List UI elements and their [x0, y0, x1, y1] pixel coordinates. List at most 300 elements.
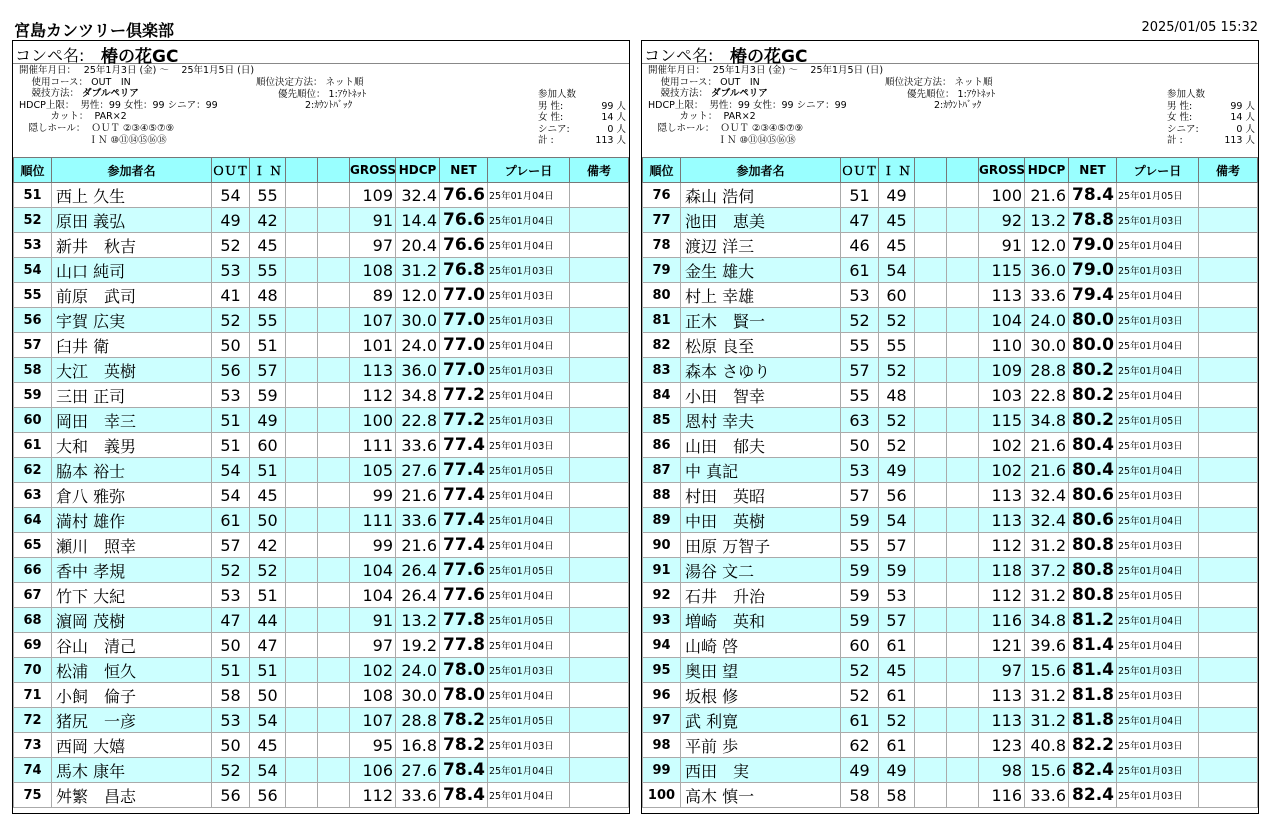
header-hdcp: HDCP	[396, 158, 440, 183]
net-cell: 77.6	[440, 583, 488, 608]
blank-cell	[915, 508, 947, 533]
hdcp-cell: 36.0	[396, 358, 440, 383]
hdcp-cell: 30.0	[396, 683, 440, 708]
table-row	[643, 258, 1258, 283]
net-cell: 77.8	[440, 608, 488, 633]
gross-cell: 111	[350, 508, 396, 533]
in-score-cell: 51	[250, 583, 286, 608]
out-score-cell: 60	[841, 633, 879, 658]
player-name-cell: 西田 実	[681, 758, 841, 783]
header-name: 参加者名	[681, 158, 841, 183]
header-out: ＯＵＴ	[841, 158, 879, 183]
table-row	[14, 258, 629, 283]
out-score-cell: 61	[212, 508, 250, 533]
in-score-cell: 58	[879, 783, 915, 808]
rank-cell: 92	[643, 583, 681, 608]
net-cell: 80.4	[1069, 458, 1117, 483]
table-row	[643, 383, 1258, 408]
blank-cell	[318, 758, 350, 783]
method-label: 競技方法：	[31, 88, 80, 100]
play-date-cell: 25年01月05日	[1117, 183, 1199, 208]
net-cell: 80.6	[1069, 483, 1117, 508]
in-score-cell: 59	[879, 558, 915, 583]
blank-cell	[286, 208, 318, 233]
net-cell: 77.8	[440, 633, 488, 658]
in-score-cell: 49	[250, 408, 286, 433]
table-row	[643, 408, 1258, 433]
net-cell: 80.8	[1069, 533, 1117, 558]
gross-cell: 112	[350, 783, 396, 808]
out-score-cell: 49	[212, 208, 250, 233]
rank-cell: 79	[643, 258, 681, 283]
in-score-cell: 50	[250, 683, 286, 708]
net-cell: 80.0	[1069, 308, 1117, 333]
rank-cell: 62	[14, 458, 52, 483]
play-date-cell: 25年01月04日	[488, 483, 570, 508]
player-name-cell: 池田 恵美	[681, 208, 841, 233]
player-name-cell: 大江 英樹	[52, 358, 212, 383]
remarks-cell	[570, 208, 629, 233]
play-date-cell: 25年01月04日	[488, 183, 570, 208]
rank-cell: 84	[643, 383, 681, 408]
rank-cell: 59	[14, 383, 52, 408]
table-row	[14, 233, 629, 258]
player-name-cell: 原田 義弘	[52, 208, 212, 233]
rank-cell: 66	[14, 558, 52, 583]
blank-cell	[318, 358, 350, 383]
table-header	[643, 158, 1258, 183]
in-score-cell: 57	[879, 608, 915, 633]
remarks-cell	[570, 183, 629, 208]
out-score-cell: 53	[212, 583, 250, 608]
blank-cell	[318, 258, 350, 283]
hdcp-cell: 26.4	[396, 583, 440, 608]
rank-cell: 80	[643, 283, 681, 308]
out-score-cell: 52	[841, 308, 879, 333]
table-row	[643, 558, 1258, 583]
out-score-cell: 62	[841, 733, 879, 758]
net-cell: 81.4	[1069, 633, 1117, 658]
blank-cell	[915, 233, 947, 258]
hdcp-cell: 32.4	[396, 183, 440, 208]
in-score-cell: 50	[250, 508, 286, 533]
course-label: 使用コース：	[660, 76, 718, 88]
player-name-cell: 山崎 啓	[681, 633, 841, 658]
table-row	[14, 508, 629, 533]
method-row	[648, 88, 883, 100]
out-score-cell: 54	[212, 483, 250, 508]
hdcp-cell: 32.4	[1025, 483, 1069, 508]
rank-cell: 61	[14, 433, 52, 458]
header-hdcp: HDCP	[1025, 158, 1069, 183]
hdcp-cell: 24.0	[396, 658, 440, 683]
in-score-cell: 55	[250, 308, 286, 333]
player-name-cell: 奥田 望	[681, 658, 841, 683]
play-date-cell: 25年01月04日	[1117, 233, 1199, 258]
out-score-cell: 41	[212, 283, 250, 308]
in-score-cell: 44	[250, 608, 286, 633]
gross-cell: 102	[979, 458, 1025, 483]
hdcp-cell: 13.2	[1025, 208, 1069, 233]
out-score-cell: 53	[212, 708, 250, 733]
net-cell: 78.2	[440, 708, 488, 733]
play-date-cell: 25年01月04日	[488, 783, 570, 808]
rank-cell: 70	[14, 658, 52, 683]
blank-cell	[947, 458, 979, 483]
in-score-cell: 59	[250, 383, 286, 408]
blank-cell	[286, 558, 318, 583]
player-name-cell: 西上 久生	[52, 183, 212, 208]
gross-cell: 100	[350, 408, 396, 433]
net-cell: 77.4	[440, 433, 488, 458]
in-score-cell: 45	[250, 233, 286, 258]
gross-cell: 107	[350, 308, 396, 333]
table-row	[643, 208, 1258, 233]
table-row	[14, 433, 629, 458]
in-score-cell: 48	[250, 283, 286, 308]
blank-cell	[947, 708, 979, 733]
in-score-cell: 55	[879, 333, 915, 358]
gross-cell: 103	[979, 383, 1025, 408]
blank-cell	[915, 583, 947, 608]
player-name-cell: 武 利寛	[681, 708, 841, 733]
gross-cell: 113	[979, 683, 1025, 708]
rank-cell: 94	[643, 633, 681, 658]
blank-cell	[915, 183, 947, 208]
gross-cell: 115	[979, 408, 1025, 433]
player-name-cell: 前原 武司	[52, 283, 212, 308]
blank-cell	[318, 433, 350, 458]
remarks-cell	[570, 683, 629, 708]
net-cell: 77.2	[440, 383, 488, 408]
net-cell: 79.4	[1069, 283, 1117, 308]
blank-cell	[947, 408, 979, 433]
rank-cell: 98	[643, 733, 681, 758]
out-score-cell: 54	[212, 458, 250, 483]
remarks-cell	[570, 608, 629, 633]
blank-cell	[286, 233, 318, 258]
blank-cell	[286, 183, 318, 208]
blank-cell	[947, 733, 979, 758]
in-score-cell: 48	[879, 383, 915, 408]
net-cell: 81.8	[1069, 708, 1117, 733]
table-row	[643, 183, 1258, 208]
competition-label: コンペ名:	[15, 46, 85, 65]
net-cell: 79.0	[1069, 233, 1117, 258]
net-cell: 82.4	[1069, 783, 1117, 808]
hdcp-cell: 34.8	[1025, 608, 1069, 633]
blank-cell	[318, 658, 350, 683]
net-cell: 80.2	[1069, 383, 1117, 408]
in-score-cell: 52	[250, 558, 286, 583]
header-rank: 順位	[14, 158, 52, 183]
table-row	[14, 333, 629, 358]
blank-cell	[947, 258, 979, 283]
net-cell: 77.0	[440, 333, 488, 358]
play-date-cell: 25年01月04日	[488, 633, 570, 658]
remarks-cell	[1199, 183, 1258, 208]
blank-cell	[286, 283, 318, 308]
blank-cell	[318, 633, 350, 658]
gross-cell: 116	[979, 608, 1025, 633]
out-score-cell: 52	[841, 658, 879, 683]
rank-cell: 68	[14, 608, 52, 633]
play-date-cell: 25年01月03日	[488, 733, 570, 758]
in-score-cell: 54	[250, 708, 286, 733]
priority-2: 2:ｶｳﾝﾄﾊﾞｯｸ	[934, 100, 982, 111]
remarks-cell	[570, 433, 629, 458]
play-date-cell: 25年01月03日	[1117, 433, 1199, 458]
net-cell: 77.4	[440, 533, 488, 558]
out-score-cell: 56	[212, 783, 250, 808]
out-score-cell: 55	[841, 533, 879, 558]
table-row	[14, 408, 629, 433]
blank-cell	[947, 608, 979, 633]
hdcp-cell: 34.8	[1025, 408, 1069, 433]
competition-title	[13, 41, 629, 67]
net-cell: 77.2	[440, 408, 488, 433]
header-remarks: 備考	[570, 158, 629, 183]
play-date-cell: 25年01月04日	[1117, 283, 1199, 308]
hdcp-cell: 21.6	[1025, 458, 1069, 483]
female-count: 14 人	[1230, 112, 1255, 124]
competition-name: 椿の花GC	[101, 47, 179, 67]
course-value: OUT IN	[91, 76, 131, 88]
net-cell: 77.4	[440, 483, 488, 508]
remarks-cell	[570, 358, 629, 383]
header-blank-1	[286, 158, 318, 183]
table-row	[643, 458, 1258, 483]
method-value: ダブルペリア	[82, 88, 139, 100]
hdcp-cell: 32.4	[1025, 508, 1069, 533]
out-score-cell: 57	[841, 358, 879, 383]
remarks-cell	[570, 258, 629, 283]
gross-cell: 99	[350, 483, 396, 508]
net-cell: 80.2	[1069, 358, 1117, 383]
blank-cell	[915, 558, 947, 583]
gross-cell: 109	[979, 358, 1025, 383]
header-out: ＯＵＴ	[212, 158, 250, 183]
hdcp-cell: 16.8	[396, 733, 440, 758]
rank-cell: 55	[14, 283, 52, 308]
blank-cell	[318, 333, 350, 358]
blank-cell	[947, 233, 979, 258]
remarks-cell	[1199, 683, 1258, 708]
net-cell: 77.4	[440, 458, 488, 483]
net-cell: 77.0	[440, 308, 488, 333]
player-name-cell: 小飼 倫子	[52, 683, 212, 708]
table-row	[643, 308, 1258, 333]
net-cell: 77.4	[440, 508, 488, 533]
out-score-cell: 52	[841, 683, 879, 708]
competition-label: コンペ名:	[644, 46, 714, 65]
player-name-cell: 高木 慎一	[681, 783, 841, 808]
table-row	[643, 333, 1258, 358]
out-score-cell: 50	[212, 633, 250, 658]
header-blank-2	[947, 158, 979, 183]
hdcp-cell: 15.6	[1025, 658, 1069, 683]
blank-cell	[947, 533, 979, 558]
out-score-cell: 50	[212, 733, 250, 758]
player-name-cell: 小田 智幸	[681, 383, 841, 408]
hdcp-cell: 33.6	[396, 433, 440, 458]
play-date-cell: 25年01月04日	[488, 508, 570, 533]
play-date-cell: 25年01月03日	[488, 433, 570, 458]
player-name-cell: 倉八 雅弥	[52, 483, 212, 508]
play-date-cell: 25年01月04日	[1117, 383, 1199, 408]
gross-cell: 99	[350, 533, 396, 558]
remarks-cell	[570, 283, 629, 308]
net-cell: 78.0	[440, 683, 488, 708]
out-score-cell: 46	[841, 233, 879, 258]
male-count: 99 人	[601, 100, 626, 112]
hidden-in-value: ＩＮ ⑩⑪⑭⑮⑯⑱	[88, 134, 167, 146]
blank-cell	[318, 708, 350, 733]
rank-cell: 69	[14, 633, 52, 658]
out-score-cell: 57	[212, 533, 250, 558]
player-name-cell: 濵岡 茂樹	[52, 608, 212, 633]
gross-cell: 108	[350, 258, 396, 283]
rank-cell: 57	[14, 333, 52, 358]
player-name-cell: 馬木 康年	[52, 758, 212, 783]
net-cell: 80.8	[1069, 558, 1117, 583]
table-row	[14, 558, 629, 583]
header-net: NET	[440, 158, 488, 183]
play-date-cell: 25年01月05日	[488, 708, 570, 733]
table-row	[14, 708, 629, 733]
play-date-cell: 25年01月03日	[1117, 758, 1199, 783]
player-name-cell: 臼井 衛	[52, 333, 212, 358]
remarks-cell	[1199, 283, 1258, 308]
blank-cell	[915, 708, 947, 733]
blank-cell	[286, 583, 318, 608]
rank-cell: 87	[643, 458, 681, 483]
rank-cell: 77	[643, 208, 681, 233]
blank-cell	[915, 458, 947, 483]
rank-cell: 93	[643, 608, 681, 633]
method-row	[19, 88, 254, 100]
remarks-cell	[1199, 408, 1258, 433]
out-score-cell: 58	[212, 683, 250, 708]
net-cell: 77.0	[440, 358, 488, 383]
hdcp-cell: 39.6	[1025, 633, 1069, 658]
rank-cell: 63	[14, 483, 52, 508]
gross-cell: 102	[979, 433, 1025, 458]
blank-cell	[286, 358, 318, 383]
remarks-cell	[1199, 583, 1258, 608]
remarks-cell	[1199, 608, 1258, 633]
play-date-cell: 25年01月03日	[1117, 658, 1199, 683]
in-score-cell: 42	[250, 208, 286, 233]
hdcp-cell: 36.0	[1025, 258, 1069, 283]
header-in: Ｉ Ｎ	[879, 158, 915, 183]
player-name-cell: 松原 良至	[681, 333, 841, 358]
net-cell: 80.8	[1069, 583, 1117, 608]
remarks-cell	[570, 233, 629, 258]
gross-cell: 101	[350, 333, 396, 358]
blank-cell	[318, 583, 350, 608]
course-row	[648, 77, 883, 89]
senior-label: シニア:	[1167, 123, 1199, 135]
blank-cell	[286, 258, 318, 283]
play-date-cell: 25年01月04日	[1117, 708, 1199, 733]
player-name-cell: 田原 万智子	[681, 533, 841, 558]
total-label: 計 :	[1167, 135, 1183, 147]
hdcp-cell: 33.6	[396, 508, 440, 533]
header-in: Ｉ Ｎ	[250, 158, 286, 183]
in-score-cell: 51	[250, 458, 286, 483]
out-score-cell: 52	[212, 233, 250, 258]
net-cell: 78.0	[440, 658, 488, 683]
blank-cell	[318, 508, 350, 533]
remarks-cell	[570, 408, 629, 433]
blank-cell	[915, 608, 947, 633]
rank-cell: 83	[643, 358, 681, 383]
club-name: 宮島カンツリー倶楽部	[14, 21, 175, 40]
participants-title: 参加人数	[538, 89, 577, 100]
blank-cell	[318, 308, 350, 333]
net-cell: 76.8	[440, 258, 488, 283]
gross-cell: 112	[979, 533, 1025, 558]
hdcp-cell: 27.6	[396, 758, 440, 783]
hidden-holes-out	[648, 123, 883, 135]
table-row	[14, 583, 629, 608]
blank-cell	[286, 333, 318, 358]
in-score-cell: 47	[250, 633, 286, 658]
gross-cell: 97	[979, 658, 1025, 683]
player-name-cell: 香中 孝規	[52, 558, 212, 583]
play-date-cell: 25年01月05日	[488, 608, 570, 633]
period: 開催年月日： 25年1月3日 (金) ～ 25年1月5日 (日)	[19, 65, 255, 76]
player-name-cell: 金生 雄大	[681, 258, 841, 283]
hdcp-limit: HDCP上限： 男性：99 女性：99 シニア：99	[648, 99, 847, 111]
gross-cell: 91	[350, 608, 396, 633]
net-cell: 80.0	[1069, 333, 1117, 358]
play-date-cell: 25年01月04日	[1117, 358, 1199, 383]
blank-cell	[318, 183, 350, 208]
blank-cell	[947, 683, 979, 708]
net-cell: 81.2	[1069, 608, 1117, 633]
out-score-cell: 49	[841, 758, 879, 783]
results-panel-right	[641, 40, 1259, 814]
total-count: 113 人	[595, 135, 626, 147]
play-date-cell: 25年01月03日	[488, 658, 570, 683]
table-row	[643, 358, 1258, 383]
player-name-cell: 森山 浩伺	[681, 183, 841, 208]
rank-cell: 97	[643, 708, 681, 733]
table-row	[14, 658, 629, 683]
table-row	[14, 283, 629, 308]
table-row	[14, 608, 629, 633]
in-score-cell: 51	[250, 658, 286, 683]
in-score-cell: 45	[879, 658, 915, 683]
blank-cell	[915, 683, 947, 708]
rank-cell: 60	[14, 408, 52, 433]
blank-cell	[318, 733, 350, 758]
blank-cell	[915, 633, 947, 658]
blank-cell	[318, 283, 350, 308]
header-gross: GROSS	[350, 158, 396, 183]
rank-cell: 74	[14, 758, 52, 783]
header-play-date: プレー日	[1117, 158, 1199, 183]
hdcp-cell: 21.6	[1025, 183, 1069, 208]
play-date-cell: 25年01月05日	[1117, 583, 1199, 608]
in-score-cell: 52	[879, 433, 915, 458]
remarks-cell	[1199, 633, 1258, 658]
table-row	[643, 233, 1258, 258]
hidden-holes-in	[648, 135, 883, 147]
play-date-cell: 25年01月04日	[488, 583, 570, 608]
